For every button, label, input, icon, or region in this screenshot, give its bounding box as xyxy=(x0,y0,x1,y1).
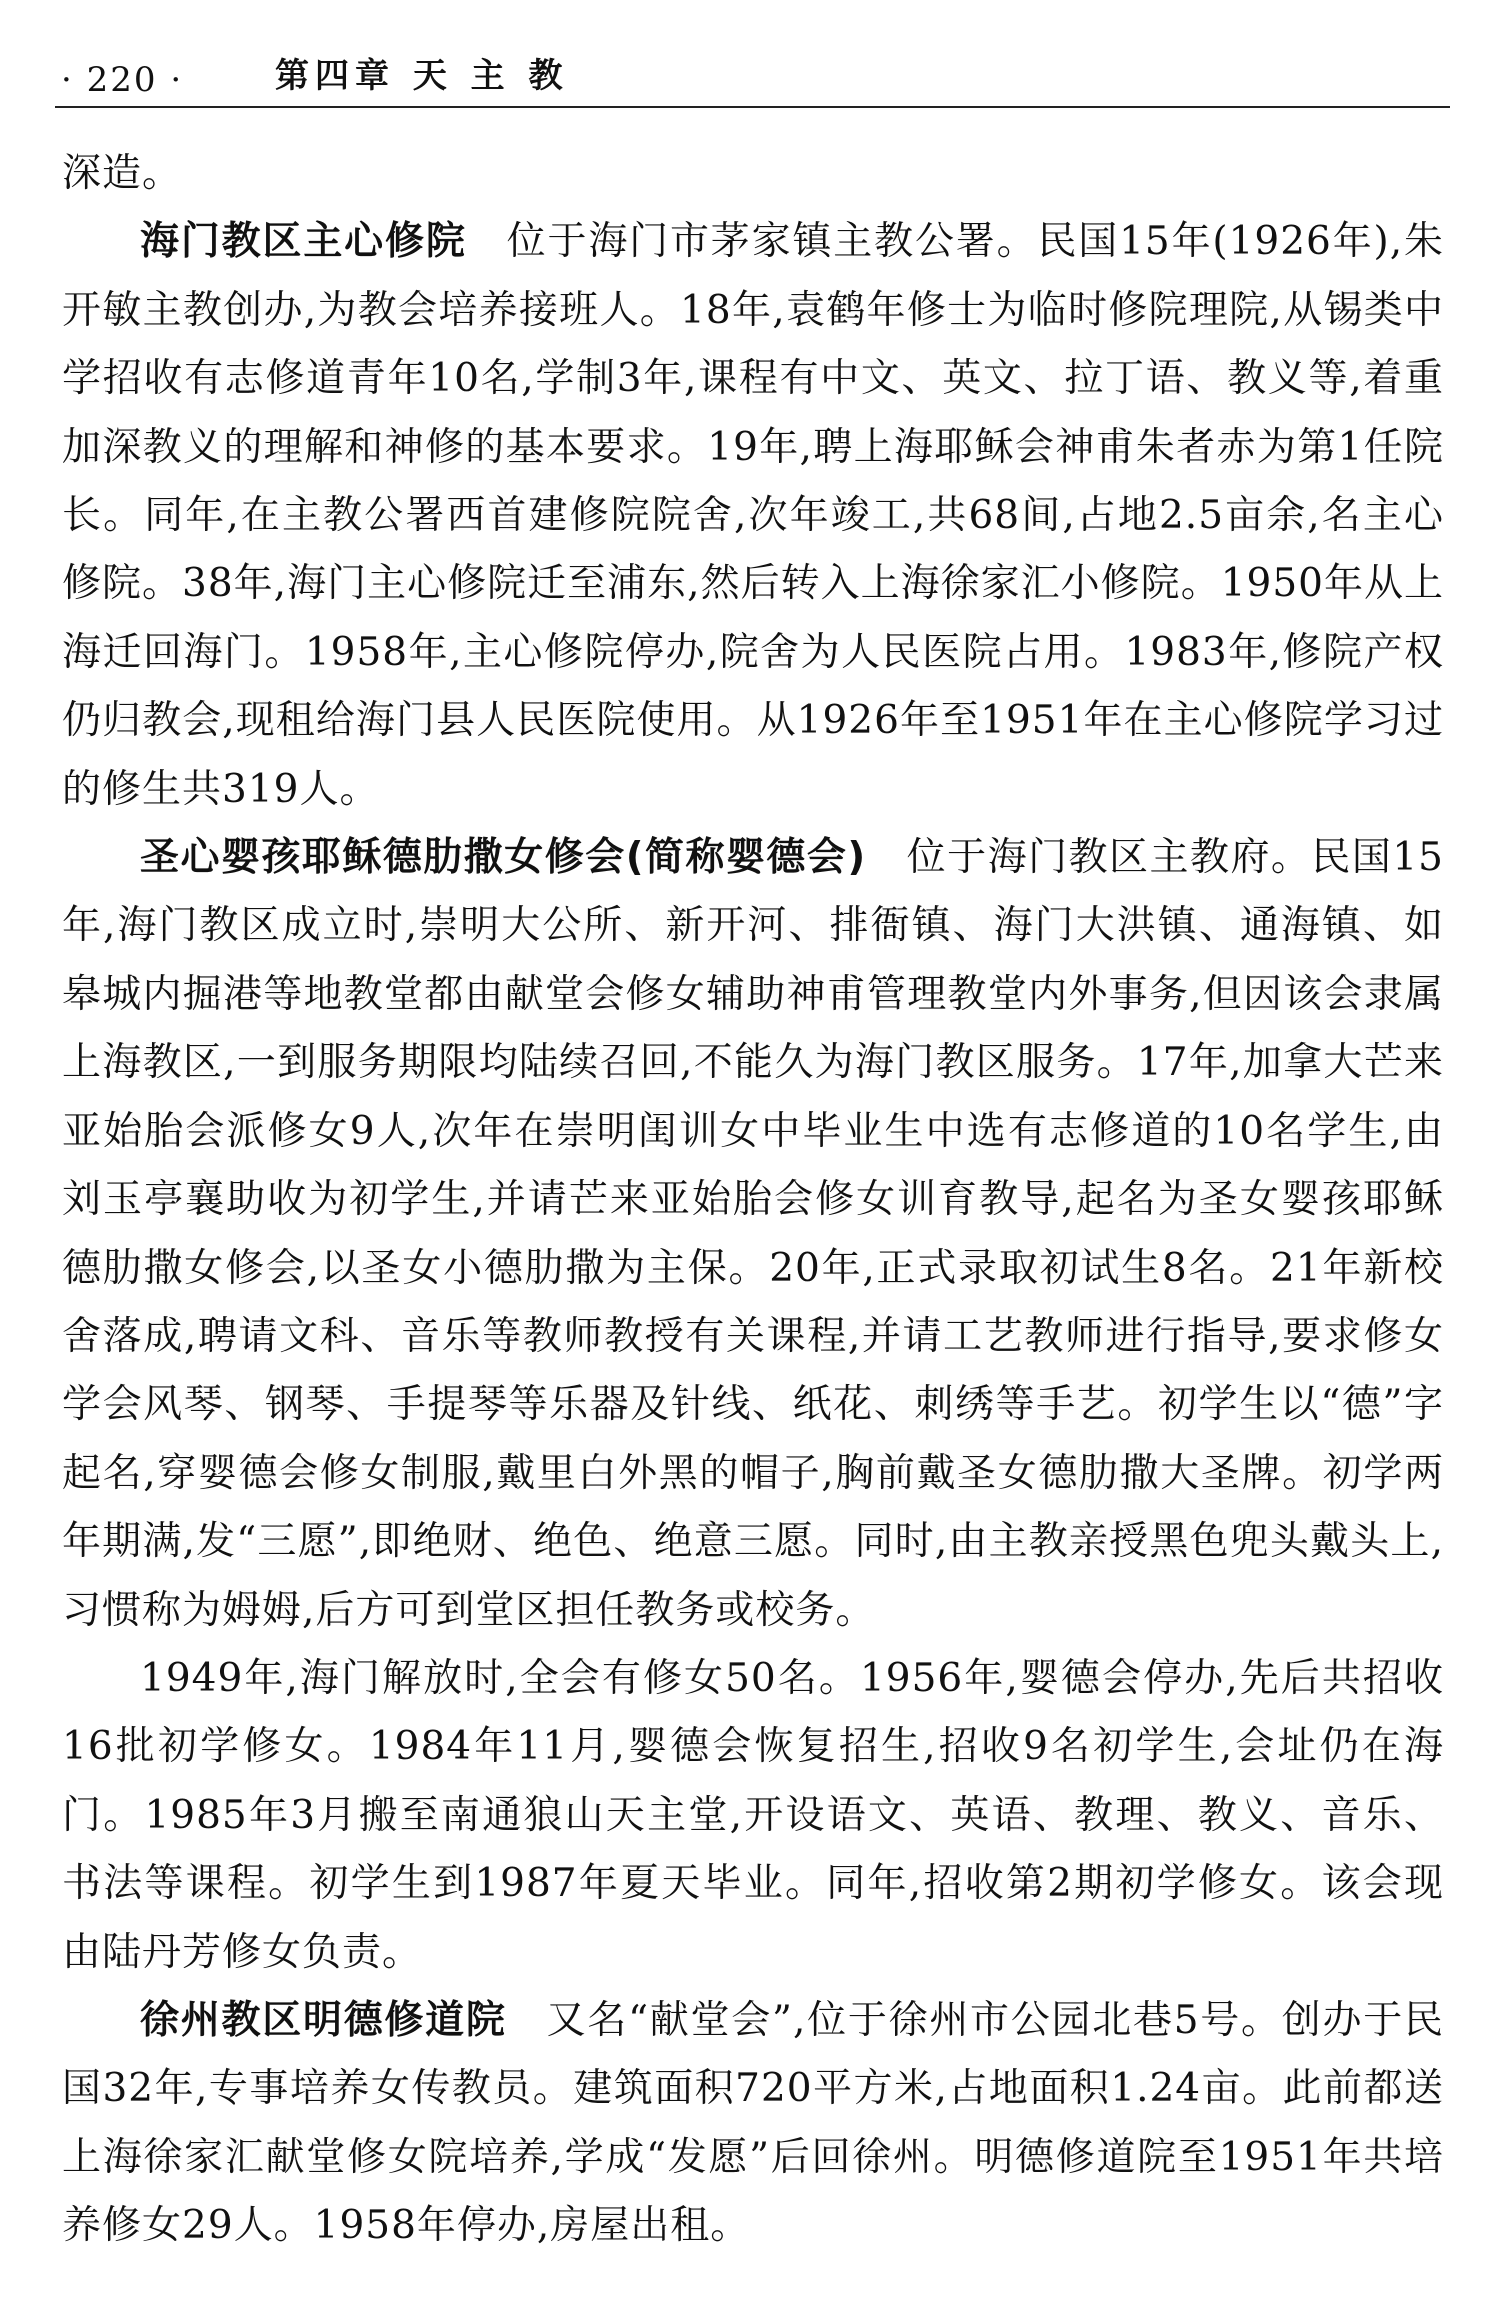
paragraph xyxy=(62,1645,1444,1987)
paragraph-entry xyxy=(62,208,1444,824)
paragraph-text: 位于海门市茅家镇主教公署。民国15年(1926年),朱开敏主教创办,为教会培养接班人。18年,袁鹤年修士为临时修院理院,从锡类中学招收有志修道青年10名,学制3年,课程有中文、英文、拉丁语、教义等,着重加深教义的理解和神修的基本要求。19年,聘上海耶稣会神甫朱者赤为第1任院长。同年,在主教公署西首建修院院舍,次年竣工,共68间,占地2.5亩余,名主心修院。38年,海门主心修院迁至浦东,然后转入上海徐家汇小修院。1950年从上海迁回海门。1958年,主心修院停办,院舍为人民医院占用。1983年,修院产权仍归教会,现租给海门县人民医院使用。从1926年至1951年在主心修院学习过的修生共319人。 xyxy=(62,219,1444,812)
page-header xyxy=(55,42,1450,108)
entry-term: 徐州教区明德修道院 xyxy=(140,1997,507,2043)
paragraph-continuation xyxy=(62,140,1444,208)
page-body xyxy=(62,140,1444,2261)
paragraph-entry xyxy=(62,1987,1444,2261)
paragraph-text: 1949年,海门解放时,全会有修女50名。1956年,婴德会停办,先后共招收16批初学修女。1984年11月,婴德会恢复招生,招收9名初学生,会址仍在海门。1985年3月搬至南通狼山天主堂,开设语文、英语、教理、教义、音乐、书法等课程。初学生到1987年夏天毕业。同年,招收第2期初学修女。该会现由陆丹芳修女负责。 xyxy=(62,1655,1444,1975)
entry-term: 圣心婴孩耶稣德肋撒女修会(简称婴德会) xyxy=(140,835,867,881)
paragraph-text: 又名“献堂会”,位于徐州市公园北巷5号。创办于民国32年,专事培养女传教员。建筑面积720平方米,占地面积1.24亩。此前都送上海徐家汇献堂修女院培养,学成“发愿”后回徐州。明德修道院至1951年共培养修女29人。1958年停办,房屋出租。 xyxy=(62,1997,1444,2249)
chapter-title: 第四章 天 主 教 xyxy=(275,56,569,96)
paragraph-text: 深造。 xyxy=(62,151,183,196)
paragraph-entry xyxy=(62,824,1444,1645)
paragraph-text: 位于海门教区主教府。民国15年,海门教区成立时,崇明大公所、新开河、排衙镇、海门大洪镇、通海镇、如皋城内掘港等地教堂都由献堂会修女辅助神甫管理教堂内外事务,但因该会隶属上海教区,一到服务期限均陆续召回,不能久为海门教区服务。17年,加拿大芒来亚始胎会派修女9人,次年在崇明闺训女中毕业生中选有志修道的10名学生,由刘玉亭襄助收为初学生,并请芒来亚始胎会修女训育教导,起名为圣女婴孩耶稣德肋撒女修会,以圣女小德肋撒为主保。20年,正式录取初试生8名。21年新校舍落成,聘请文科、音乐等教师教授有关课程,并请工艺教师进行指导,要求修女学会风琴、钢琴、手提琴等乐器及针线、纸花、刺绣等手艺。初学生以“德”字起名,穿婴德会修女制服,戴里白外黑的帽子,胸前戴圣女德肋撒大圣牌。初学两年期满,发“三愿”,即绝财、绝色、绝意三愿。同时,由主教亲授黑色兜头戴头上,习惯称为姆姆,后方可到堂区担任教务或校务。 xyxy=(62,835,1444,1633)
entry-term: 海门教区主心修院 xyxy=(140,219,467,265)
page-number: · 220 · xyxy=(61,60,184,100)
